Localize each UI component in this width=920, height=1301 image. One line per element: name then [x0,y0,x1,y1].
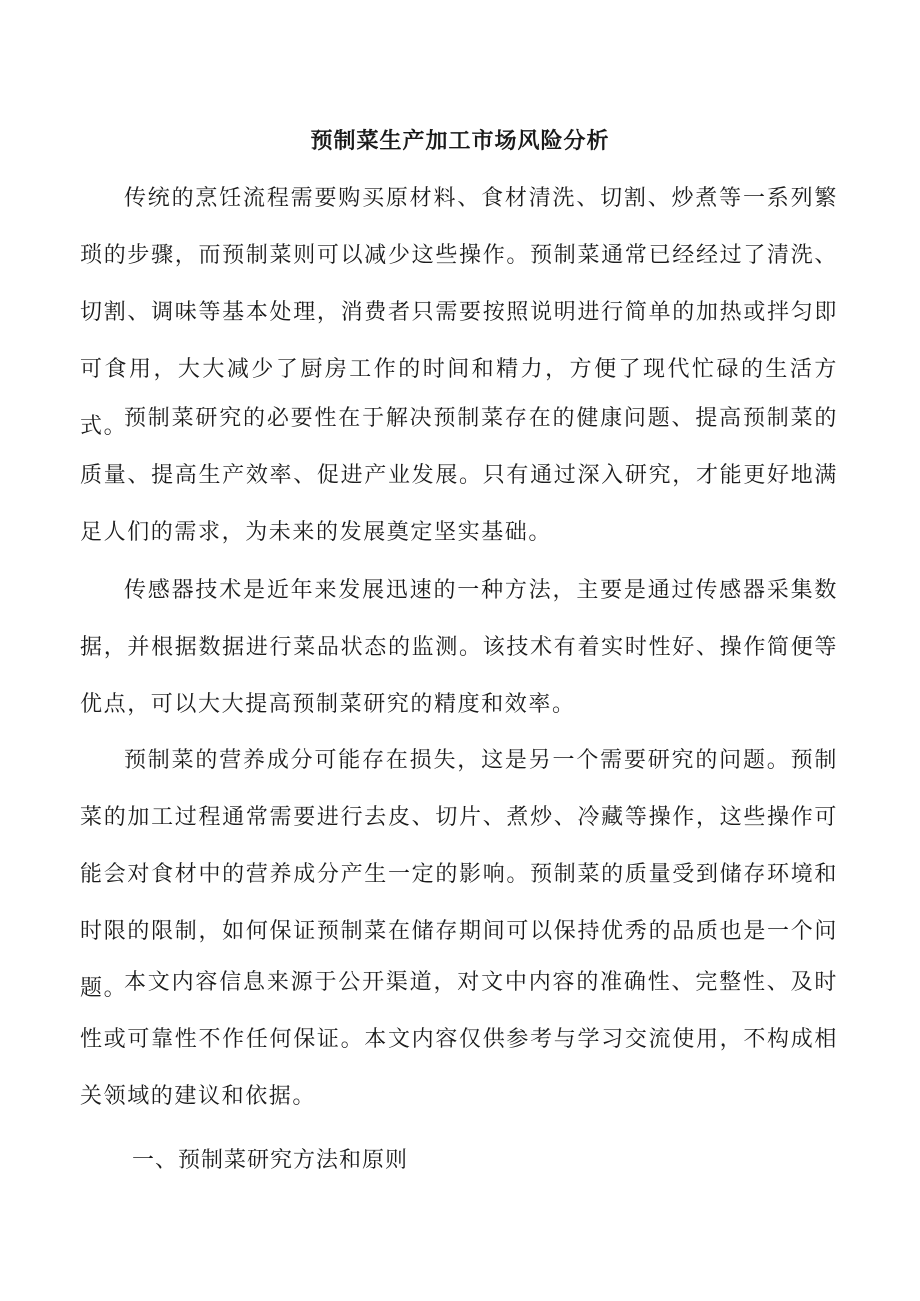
paragraph-traditional-cooking: 传统的烹饪流程需要购买原材料、食材清洗、切割、炒煮等一系列繁琐的步骤，而预制菜则可以减少这些操作。预制菜通常已经经过了清洗、切割、调味等基本处理，消费者只需要按照说明进行简单的加热或拌匀即可食用，大大减少了厨房工作的时间和精力，方便了现代忙碌的生活方式。 [80,186,838,439]
section-heading: 一、预制菜研究方法和原则 [132,1148,409,1173]
paragraph-sensor-technology: 传感器技术是近年来发展迅速的一种方法，主要是通过传感器采集数据，并根据数据进行菜品状态的监测。该技术有着实时性好、操作简便等优点，可以大大提高预制菜研究的精度和效率。 [80,578,838,717]
paragraph-research-necessity: 预制菜研究的必要性在于解决预制菜存在的健康问题、提高预制菜的质量、提高生产效率、促进产业发展。只有通过深入研究，才能更好地满足人们的需求，为未来的发展奠定坚实基础。 [80,406,838,545]
paragraph-nutrition-loss: 预制菜的营养成分可能存在损失，这是另一个需要研究的问题。预制菜的加工过程通常需要进行去皮、切片、煮炒、冷藏等操作，这些操作可能会对食材中的营养成分产生一定的影响。预制菜的质量受到储存环境和时限的限制，如何保证预制菜在储存期间可以保持优秀的品质也是一个问题。 [80,748,838,1001]
paragraph-disclaimer: 本文内容信息来源于公开渠道，对文中内容的准确性、完整性、及时性或可靠性不作任何保证。本文内容仅供参考与学习交流使用，不构成相关领域的建议和依据。 [80,970,838,1109]
document-title: 预制菜生产加工市场风险分析 [310,128,610,154]
